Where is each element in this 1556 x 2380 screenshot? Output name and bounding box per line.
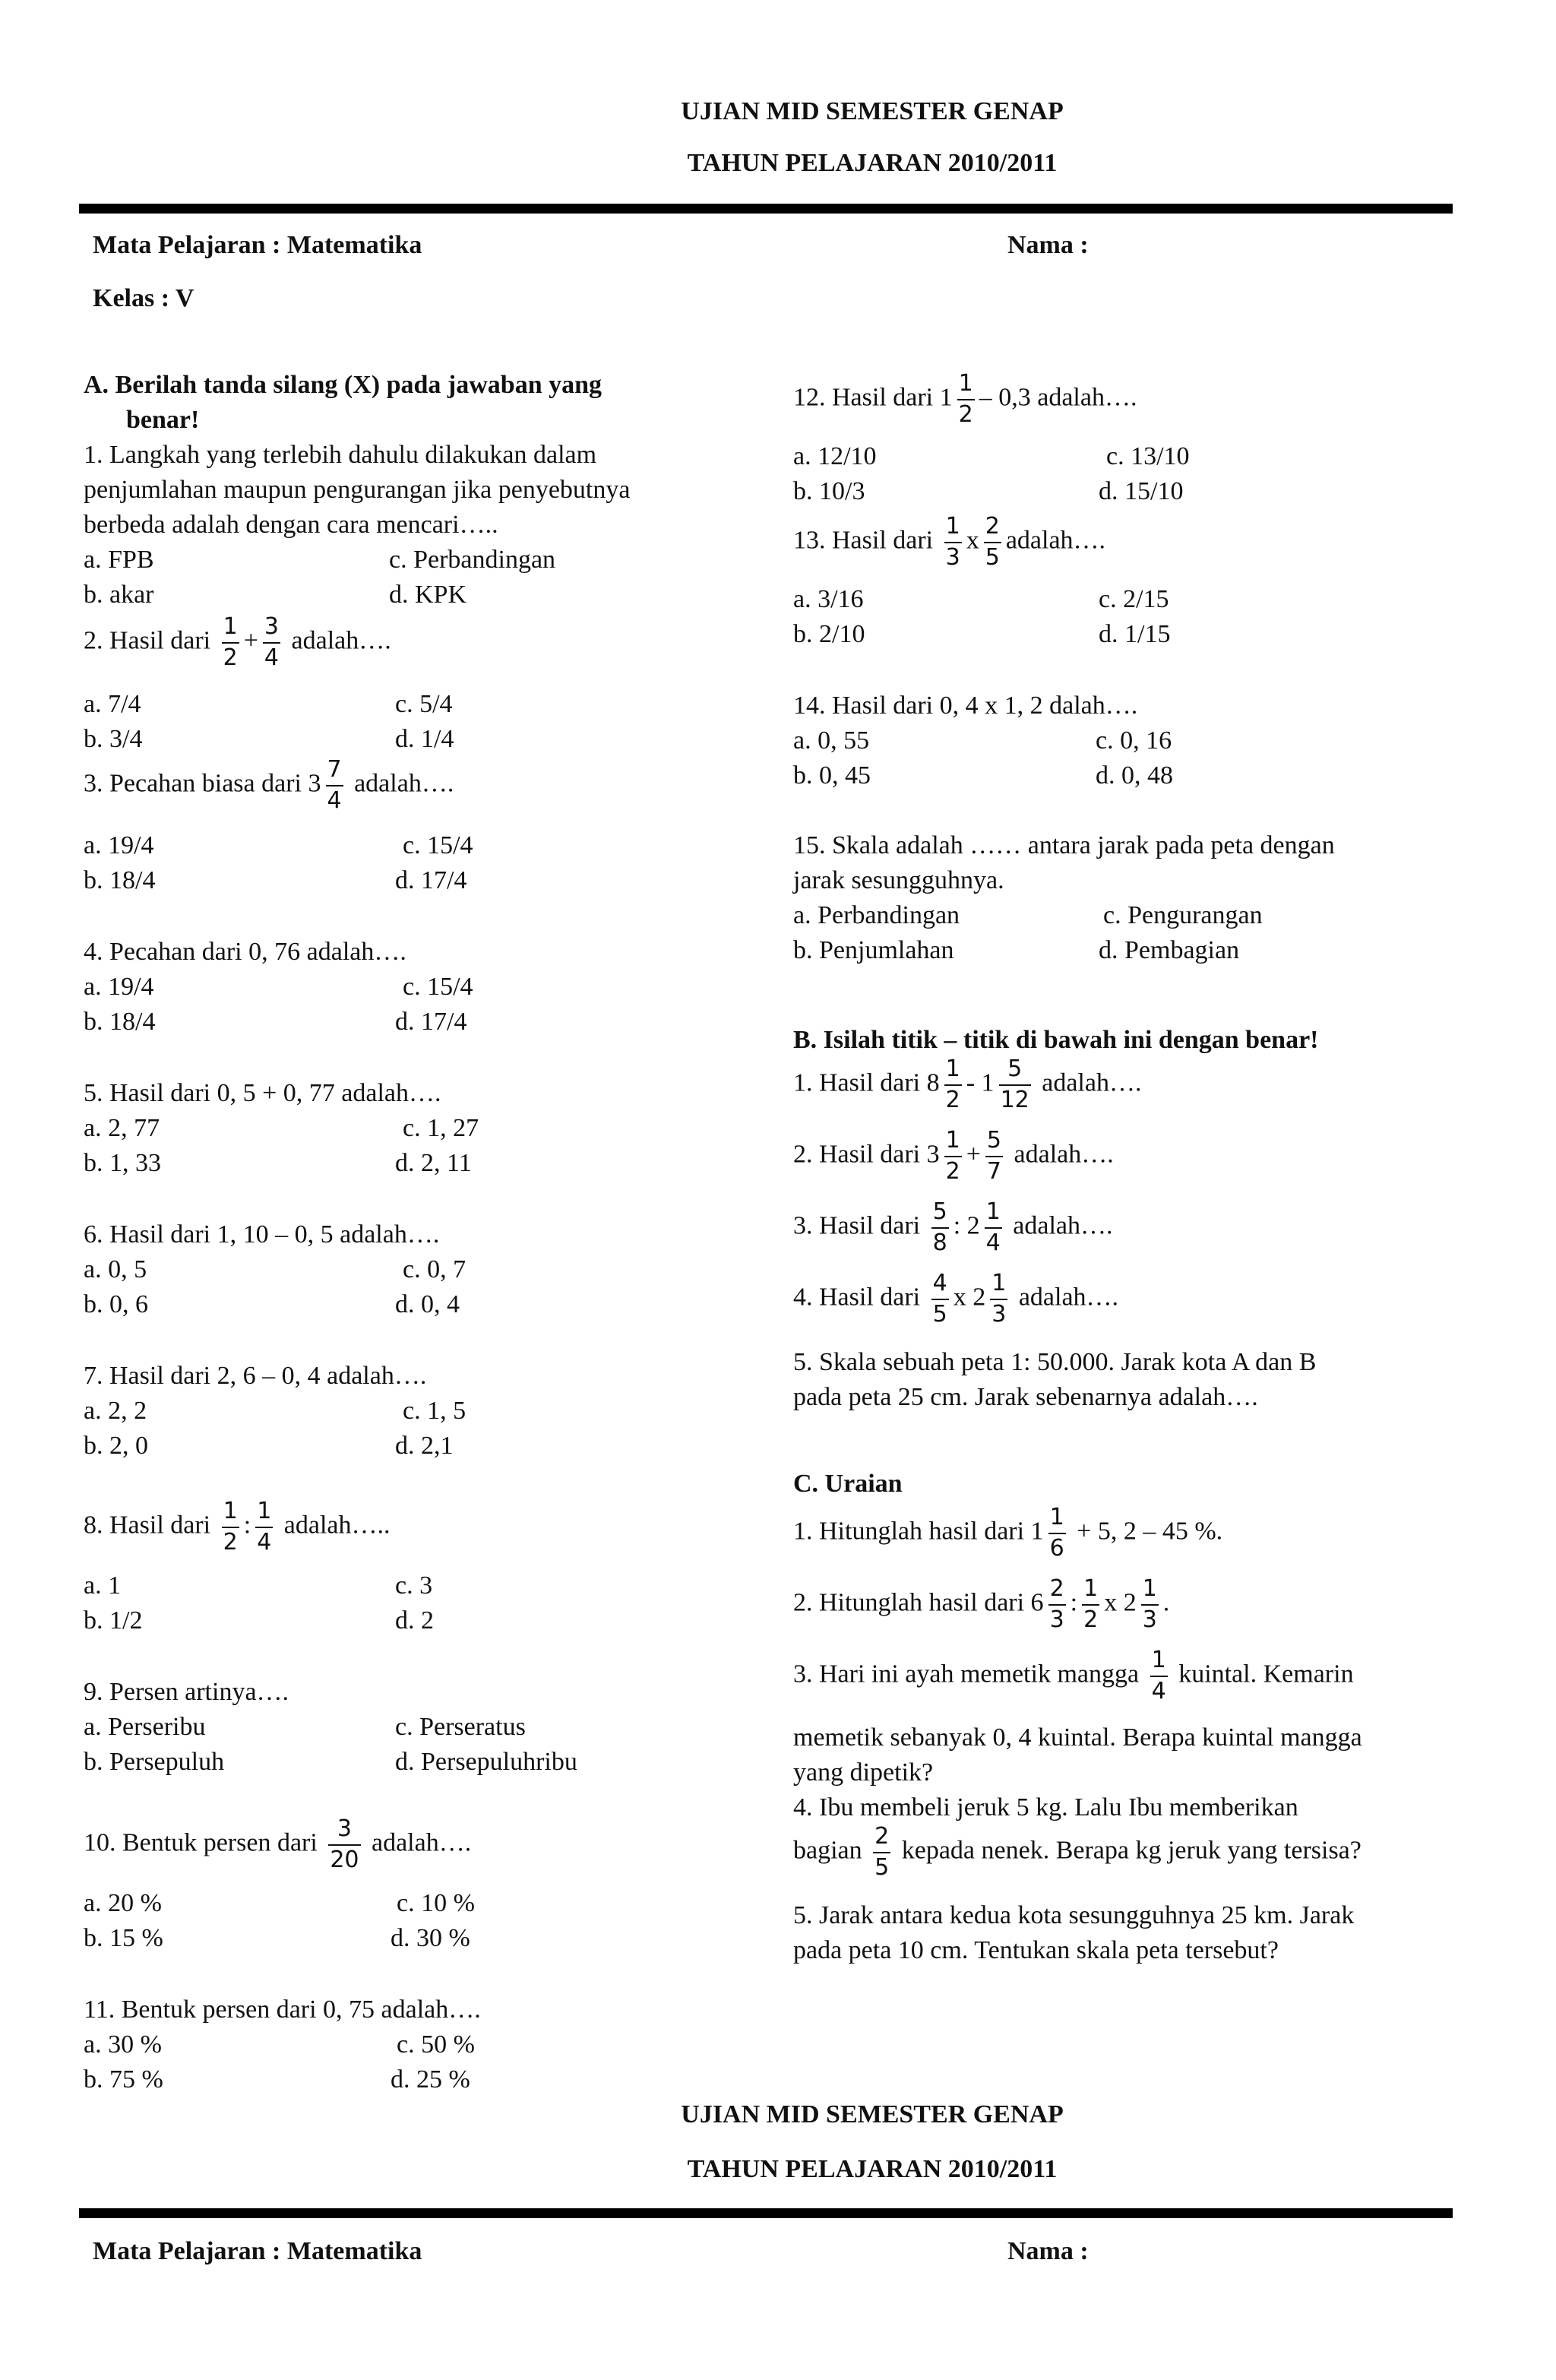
section-a-title-cont: benar! xyxy=(126,406,200,434)
footer-year: TAHUN PELAJARAN 2010/2011 xyxy=(687,2155,1058,2183)
fraction: $\frac{1}{2}$ xyxy=(945,1127,960,1185)
section-b-title: B. Isilah titik – titik di bawah ini dengan benar! xyxy=(793,1026,1319,1054)
q13-text: 13. Hasil dari $\frac{1}{3}$ x $\frac{2}{5}$ adalah…. xyxy=(793,513,1106,571)
fraction: $\frac{3}{4}$ xyxy=(264,613,280,671)
fraction: $\frac{4}{5}$ xyxy=(932,1270,947,1328)
q11-option-a[interactable]: a. 30 % xyxy=(84,2030,162,2059)
q5-option-c[interactable]: c. 1, 27 xyxy=(403,1114,479,1142)
q7-option-b[interactable]: b. 2, 0 xyxy=(84,1432,148,1460)
fraction: $\frac{1}{3}$ xyxy=(945,513,960,571)
q13-option-d[interactable]: d. 1/15 xyxy=(1099,620,1171,648)
q5-option-b[interactable]: b. 1, 33 xyxy=(84,1149,161,1177)
fraction: $\frac{2}{5}$ xyxy=(874,1823,890,1881)
q2-option-d[interactable]: d. 1/4 xyxy=(395,725,454,753)
b-q3-text: 3. Hasil dari $\frac{5}{8}$ : 2 $\frac{1}{4}$ adalah…. xyxy=(793,1198,1113,1256)
c-q2-text: 2. Hitunglah hasil dari 6 $\frac{2}{3}$ : $\frac{1}{2}$ x 2 $\frac{1}{3}$ . xyxy=(793,1575,1170,1633)
q6-option-a[interactable]: a. 0, 5 xyxy=(84,1255,147,1283)
q1-option-a[interactable]: a. FPB xyxy=(84,546,154,574)
q11-option-b[interactable]: b. 75 % xyxy=(84,2065,163,2094)
q7-option-a[interactable]: a. 2, 2 xyxy=(84,1397,147,1425)
q12-option-c[interactable]: c. 13/10 xyxy=(1106,442,1190,470)
q5-option-d[interactable]: d. 2, 11 xyxy=(395,1149,472,1177)
q2-option-c[interactable]: c. 5/4 xyxy=(395,690,453,718)
q6-option-c[interactable]: c. 0, 7 xyxy=(403,1255,466,1283)
q15-text: 15. Skala adalah …… antara jarak pada peta dengan xyxy=(793,831,1335,859)
c-q5-text: 5. Jarak antara kedua kota sesungguhnya 25 km. Jarak xyxy=(793,1901,1355,1929)
exam-year: TAHUN PELAJARAN 2010/2011 xyxy=(687,149,1058,177)
q9-option-a[interactable]: a. Perseribu xyxy=(84,1713,206,1741)
section-a-title: A. Berilah tanda silang (X) pada jawaban yang xyxy=(84,371,602,399)
q14-text: 14. Hasil dari 0, 4 x 1, 2 dalah…. xyxy=(793,692,1138,720)
fraction: $\frac{1}{4}$ xyxy=(257,1498,272,1556)
q3-option-d[interactable]: d. 17/4 xyxy=(395,866,467,894)
q2-option-b[interactable]: b. 3/4 xyxy=(84,725,143,753)
c-q3-text: 3. Hari ini ayah memetik mangga $\frac{1}{4}$ kuintal. Kemarin xyxy=(793,1647,1354,1704)
q13-option-c[interactable]: c. 2/15 xyxy=(1099,585,1169,613)
q8-text: 8. Hasil dari $\frac{1}{2}$ : $\frac{1}{4}$ adalah….. xyxy=(84,1498,391,1556)
q4-option-d[interactable]: d. 17/4 xyxy=(395,1008,467,1036)
q6-option-b[interactable]: b. 0, 6 xyxy=(84,1290,148,1318)
q7-text: 7. Hasil dari 2, 6 – 0, 4 adalah…. xyxy=(84,1362,427,1390)
q5-text: 5. Hasil dari 0, 5 + 0, 77 adalah…. xyxy=(84,1079,441,1107)
fraction: $\frac{1}{3}$ xyxy=(991,1270,1007,1328)
q13-option-a[interactable]: a. 3/16 xyxy=(793,585,864,613)
q1-option-c[interactable]: c. Perbandingan xyxy=(389,546,556,574)
fraction: $\frac{5}{8}$ xyxy=(932,1198,947,1256)
c-q1-text: 1. Hitunglah hasil dari 1 $\frac{1}{6}$ + 5, 2 – 45 %. xyxy=(793,1504,1223,1562)
fraction: $\frac{1}{6}$ xyxy=(1049,1504,1064,1562)
q8-option-d[interactable]: d. 2 xyxy=(395,1606,434,1635)
c-q3-text: memetik sebanyak 0, 4 kuintal. Berapa kuintal mangga xyxy=(793,1723,1362,1752)
q14-option-c[interactable]: c. 0, 16 xyxy=(1096,726,1172,755)
q14-option-d[interactable]: d. 0, 48 xyxy=(1096,761,1173,790)
exam-title: UJIAN MID SEMESTER GENAP xyxy=(681,97,1064,125)
q7-option-d[interactable]: d. 2,1 xyxy=(395,1432,454,1460)
footer-divider xyxy=(79,2208,1453,2218)
q1-text: berbeda adalah dengan cara mencari….. xyxy=(84,511,498,539)
fraction: $\frac{1}{2}$ xyxy=(223,1498,238,1556)
fraction: $\frac{1}{2}$ xyxy=(223,613,238,671)
fraction: $\frac{3}{20}$ xyxy=(330,1815,359,1873)
fraction: $\frac{7}{4}$ xyxy=(327,756,342,814)
q14-option-a[interactable]: a. 0, 55 xyxy=(793,726,870,755)
fraction: $\frac{1}{2}$ xyxy=(945,1055,960,1113)
fraction: $\frac{1}{4}$ xyxy=(985,1198,1001,1256)
q3-text: 3. Pecahan biasa dari 3 $\frac{7}{4}$ adalah…. xyxy=(84,756,454,814)
q1-option-d[interactable]: d. KPK xyxy=(389,581,467,609)
fraction: $\frac{1}{4}$ xyxy=(1151,1647,1166,1704)
subject-label: Mata Pelajaran : Matematika xyxy=(93,231,422,259)
fraction: $\frac{2}{3}$ xyxy=(1049,1575,1064,1633)
q11-option-c[interactable]: c. 50 % xyxy=(397,2030,475,2059)
q15-option-b[interactable]: b. Penjumlahan xyxy=(793,936,954,964)
q4-option-a[interactable]: a. 19/4 xyxy=(84,973,154,1001)
header-divider xyxy=(79,204,1453,214)
c-q4-text: bagian $\frac{2}{5}$ kepada nenek. Berapa kg jeruk yang tersisa? xyxy=(793,1823,1362,1881)
q15-option-c[interactable]: c. Pengurangan xyxy=(1103,901,1263,929)
q8-option-b[interactable]: b. 1/2 xyxy=(84,1606,143,1635)
b-q5-text: pada peta 25 cm. Jarak sebenarnya adalah…. xyxy=(793,1383,1258,1411)
section-c-title: C. Uraian xyxy=(793,1470,903,1498)
q9-text: 9. Persen artinya…. xyxy=(84,1678,289,1706)
b-q4-text: 4. Hasil dari $\frac{4}{5}$ x 2 $\frac{1}{3}$ adalah…. xyxy=(793,1270,1119,1328)
q9-option-b[interactable]: b. Persepuluh xyxy=(84,1748,225,1776)
footer-name-label: Nama : xyxy=(1007,2237,1089,2265)
q12-option-b[interactable]: b. 10/3 xyxy=(793,477,865,505)
b-q2-text: 2. Hasil dari 3 $\frac{1}{2}$ + $\frac{5}{7}$ adalah…. xyxy=(793,1127,1114,1185)
q10-option-b[interactable]: b. 15 % xyxy=(84,1924,163,1952)
q2-option-a[interactable]: a. 7/4 xyxy=(84,690,141,718)
q15-option-a[interactable]: a. Perbandingan xyxy=(793,901,960,929)
c-q5-text: pada peta 10 cm. Tentukan skala peta tersebut? xyxy=(793,1936,1279,1964)
name-label: Nama : xyxy=(1007,231,1089,259)
q4-option-c[interactable]: c. 15/4 xyxy=(403,973,473,1001)
q9-option-d[interactable]: d. Persepuluhribu xyxy=(395,1748,577,1776)
q11-option-d[interactable]: d. 25 % xyxy=(391,2065,470,2094)
q10-option-c[interactable]: c. 10 % xyxy=(397,1889,475,1917)
fraction: $\frac{1}{2}$ xyxy=(958,370,973,428)
fraction: $\frac{5}{12}$ xyxy=(1000,1055,1029,1113)
q12-text: 12. Hasil dari 1 $\frac{1}{2}$ – 0,3 adalah…. xyxy=(793,370,1137,428)
q15-option-d[interactable]: d. Pembagian xyxy=(1099,936,1240,964)
q8-option-a[interactable]: a. 1 xyxy=(84,1571,122,1600)
q13-option-b[interactable]: b. 2/10 xyxy=(793,620,865,648)
fraction: $\frac{1}{3}$ xyxy=(1142,1575,1157,1633)
q11-text: 11. Bentuk persen dari 0, 75 adalah…. xyxy=(84,1995,481,2024)
fraction: $\frac{1}{2}$ xyxy=(1083,1575,1099,1633)
q12-option-d[interactable]: d. 15/10 xyxy=(1099,477,1184,505)
q14-option-b[interactable]: b. 0, 45 xyxy=(793,761,871,790)
b-q5-text: 5. Skala sebuah peta 1: 50.000. Jarak kota A dan B xyxy=(793,1348,1317,1376)
q4-text: 4. Pecahan dari 0, 76 adalah…. xyxy=(84,938,406,966)
q3-option-a[interactable]: a. 19/4 xyxy=(84,831,154,859)
q2-text: 2. Hasil dari $\frac{1}{2}$ + $\frac{3}{4}$ adalah…. xyxy=(84,613,391,671)
q5-option-a[interactable]: a. 2, 77 xyxy=(84,1114,160,1142)
q6-option-d[interactable]: d. 0, 4 xyxy=(395,1290,460,1318)
q8-option-c[interactable]: c. 3 xyxy=(395,1571,433,1600)
q9-option-c[interactable]: c. Perseratus xyxy=(395,1713,526,1741)
footer-subject-label: Mata Pelajaran : Matematika xyxy=(93,2237,422,2265)
q1-text: 1. Langkah yang terlebih dahulu dilakukan dalam xyxy=(84,441,597,469)
q3-option-c[interactable]: c. 15/4 xyxy=(403,831,473,859)
q15-text: jarak sesungguhnya. xyxy=(793,866,1004,894)
q3-option-b[interactable]: b. 18/4 xyxy=(84,866,156,894)
fraction: $\frac{5}{7}$ xyxy=(986,1127,1002,1185)
q10-text: 10. Bentuk persen dari $\frac{3}{20}$ adalah…. xyxy=(84,1815,472,1873)
q1-text: penjumlahan maupun pengurangan jika penyebutnya xyxy=(84,476,631,504)
q7-option-c[interactable]: c. 1, 5 xyxy=(403,1397,466,1425)
footer-title: UJIAN MID SEMESTER GENAP xyxy=(681,2100,1064,2128)
q4-option-b[interactable]: b. 18/4 xyxy=(84,1008,156,1036)
q10-option-d[interactable]: d. 30 % xyxy=(391,1924,470,1952)
c-q4-text: 4. Ibu membeli jeruk 5 kg. Lalu Ibu memberikan xyxy=(793,1793,1298,1821)
b-q1-text: 1. Hasil dari 8 $\frac{1}{2}$ - 1 $\frac{5}{12}$ adalah…. xyxy=(793,1055,1142,1113)
c-q3-text: yang dipetik? xyxy=(793,1758,934,1787)
fraction: $\frac{2}{5}$ xyxy=(985,513,1000,571)
q6-text: 6. Hasil dari 1, 10 – 0, 5 adalah…. xyxy=(84,1220,440,1249)
q1-option-b[interactable]: b. akar xyxy=(84,581,154,609)
q10-option-a[interactable]: a. 20 % xyxy=(84,1889,162,1917)
class-label: Kelas : V xyxy=(93,284,194,312)
q12-option-a[interactable]: a. 12/10 xyxy=(793,442,877,470)
